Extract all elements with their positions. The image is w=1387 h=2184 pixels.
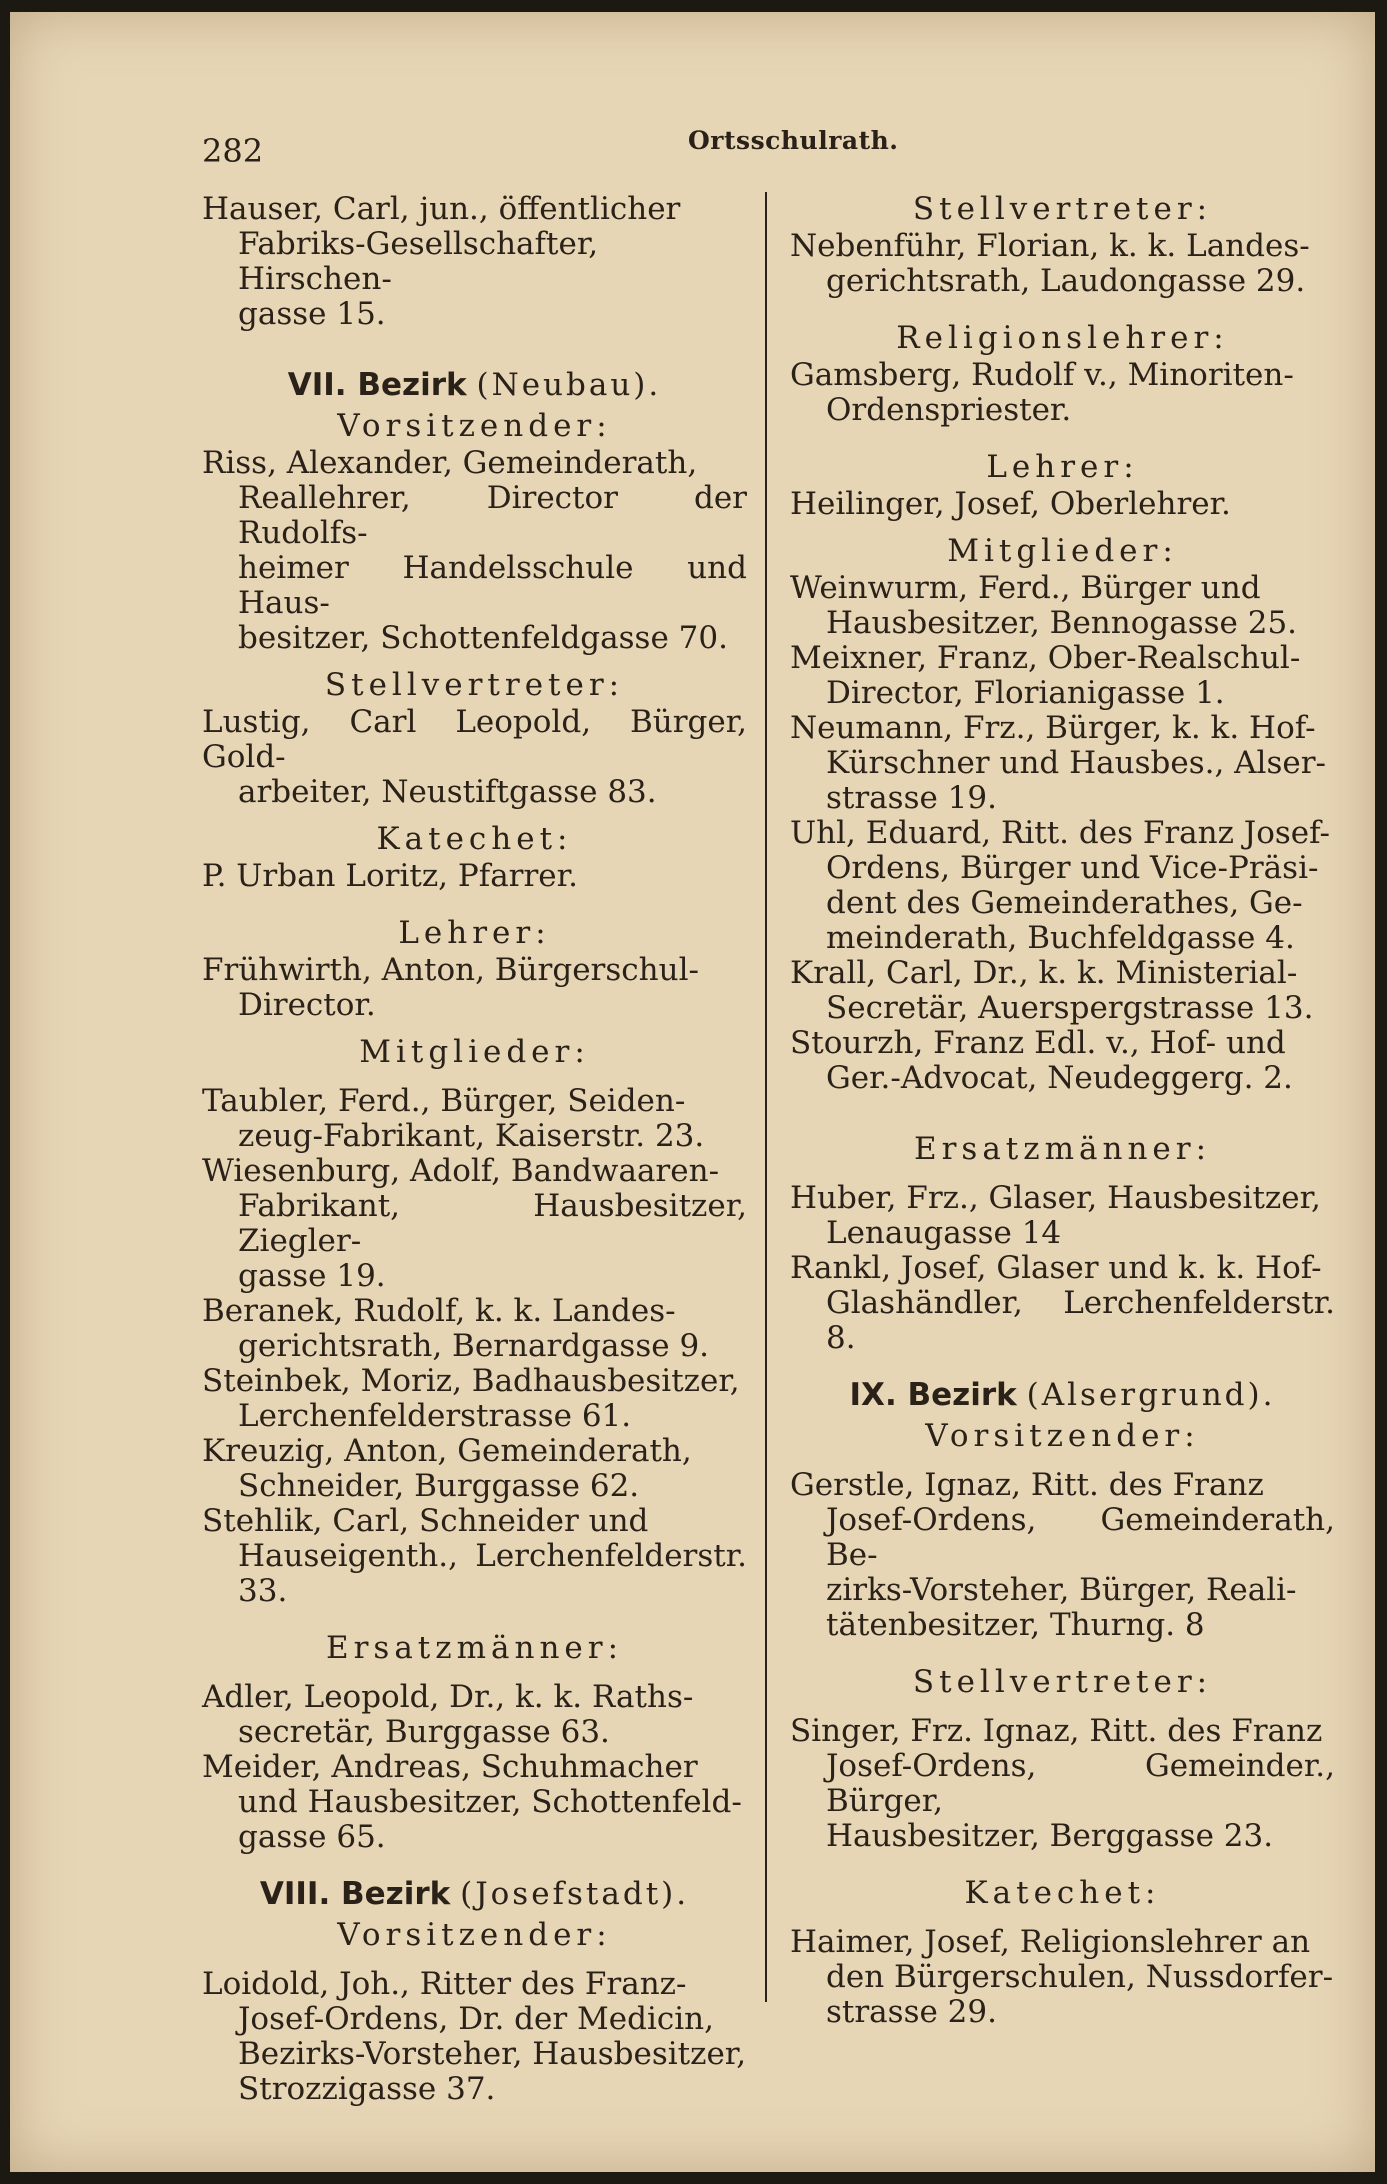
entry-line-continued: gerichtsrath, Bernardgasse 9.	[238, 1328, 710, 1364]
entry-adler	[202, 1680, 747, 1750]
right-column	[790, 192, 1335, 2030]
entry-lustig	[202, 705, 747, 810]
entry-gerstle	[790, 1468, 1335, 1643]
entry-heilinger	[790, 487, 1335, 522]
entry-line-continued: Glashändler, Lerchenfelderstr. 8.	[826, 1285, 1335, 1356]
role-heading-katechet: Katechet:	[376, 821, 573, 857]
district-number: VIII. Bezirk	[259, 1876, 451, 1912]
role-heading-religionslehrer: Religionslehrer:	[896, 320, 1229, 356]
entry-line-continued: gerichtsrath, Laudongasse 29.	[826, 263, 1306, 299]
entry-stourzh	[790, 1026, 1335, 1096]
entry-krall	[790, 956, 1335, 1026]
entry-line-continued: Kürschner und Hausbes., Alser-	[826, 745, 1327, 781]
entry-line-continued: heimer Handelsschule und Haus-	[238, 550, 747, 621]
entry-line-continued: Hauseigenth., Lerchenfelderstr. 33.	[238, 1538, 747, 1609]
entry-line-continued: Lenaugasse 14	[826, 1215, 1062, 1251]
entry-line-first: Neumann, Frz., Bürger, k. k. Hof-	[790, 710, 1316, 746]
entry-line-first: Weinwurm, Ferd., Bürger und	[790, 570, 1261, 606]
role-heading-vorsitzender: Vorsitzender:	[337, 408, 612, 444]
district-number: VII. Bezirk	[287, 367, 467, 403]
entry-line-continued: Lerchenfelderstrasse 61.	[238, 1398, 632, 1434]
entry-line-continued: secretär, Burggasse 63.	[238, 1714, 610, 1750]
page-number: 282	[202, 132, 264, 170]
entry-neumann	[790, 711, 1335, 816]
entry-kreuzig	[202, 1434, 747, 1504]
entry-taubler	[202, 1084, 747, 1154]
entry-line-first: Riss, Alexander, Gemeinderath,	[202, 445, 698, 481]
role-heading-ersatzmanner: Ersatzmänner:	[325, 1630, 624, 1666]
entry-line-continued: gasse 65.	[238, 1819, 386, 1855]
entry-line-first: Adler, Leopold, Dr., k. k. Raths-	[202, 1679, 694, 1715]
entry-uhl	[790, 816, 1335, 956]
entry-line-first: Stehlik, Carl, Schneider und	[202, 1503, 649, 1539]
district-name: (Alsergrund).	[1026, 1377, 1276, 1413]
entry-loidold	[202, 1967, 747, 2107]
role-heading-stellvertreter: Stellvertreter:	[912, 1664, 1213, 1700]
entry-rankl	[790, 1251, 1335, 1356]
entry-line-continued: besitzer, Schottenfeldgasse 70.	[238, 620, 728, 656]
entry-line-first: Frühwirth, Anton, Bürgerschul-	[202, 952, 699, 988]
entry-wiesenburg	[202, 1154, 747, 1294]
entry-beranek	[202, 1294, 747, 1364]
entry-line-first: Taubler, Ferd., Bürger, Seiden-	[202, 1083, 686, 1119]
column-divider	[765, 192, 767, 2002]
entry-steinbek	[202, 1364, 747, 1434]
entry-line-continued: Fabriks-Gesellschafter, Hirschen-	[238, 226, 599, 297]
role-heading-lehrer: Lehrer:	[398, 915, 551, 951]
entry-line-first: Nebenführ, Florian, k. k. Landes-	[790, 228, 1310, 264]
entry-line-first: Loidold, Joh., Ritter des Franz-	[202, 1966, 687, 2002]
entry-line-continued: und Hausbesitzer, Schottenfeld-	[238, 1784, 742, 1820]
entry-haimer	[790, 1925, 1335, 2030]
entry-line-first: Gamsberg, Rudolf v., Minoriten-	[790, 357, 1294, 393]
entry-line-continued: Director, Florianigasse 1.	[826, 675, 1225, 711]
entry-meixner	[790, 641, 1335, 711]
role-heading-ersatzmanner: Ersatzmänner:	[913, 1131, 1212, 1167]
district-heading-viii	[202, 1877, 747, 1912]
entry-line-continued: tätenbesitzer, Thurng. 8	[826, 1607, 1205, 1643]
page-header	[10, 120, 1375, 170]
entry-line-first: Stourzh, Franz Edl. v., Hof- und	[790, 1025, 1286, 1061]
role-heading-stellvertreter: Stellvertreter:	[324, 667, 625, 703]
entry-line-first: Singer, Frz. Ignaz, Ritt. des Franz	[790, 1713, 1323, 1749]
entry-line-first: Hauser, Carl, jun., öffentlicher	[202, 191, 681, 227]
entry-line-continued: Josef-Ordens, Gemeinderath, Be-	[826, 1502, 1335, 1573]
entry-line-continued: strasse 29.	[826, 1994, 997, 2030]
entry-line-continued: dent des Gemeinderathes, Ge-	[826, 885, 1303, 921]
entry-line-continued: Bezirks-Vorsteher, Hausbesitzer,	[238, 2036, 747, 2072]
entry-line-continued: Director.	[238, 987, 376, 1023]
entry-line-first: Beranek, Rudolf, k. k. Landes-	[202, 1293, 676, 1329]
entry-line-continued: Ger.-Advocat, Neudeggerg. 2.	[826, 1060, 1293, 1096]
role-heading-mitglieder: Mitglieder:	[947, 533, 1178, 569]
role-heading-katechet: Katechet:	[964, 1875, 1161, 1911]
entry-line-continued: Josef-Ordens, Dr. der Medicin,	[238, 2001, 714, 2037]
running-head: Ortsschulrath.	[688, 126, 899, 155]
entry-meider	[202, 1750, 747, 1855]
entry-hauser	[202, 192, 747, 332]
entry-line-first: Kreuzig, Anton, Gemeinderath,	[202, 1433, 692, 1469]
entry-gamsberg	[790, 358, 1335, 428]
entry-line-continued: arbeiter, Neustiftgasse 83.	[238, 774, 657, 810]
entry-huber	[790, 1181, 1335, 1251]
entry-nebenfuhr	[790, 229, 1335, 299]
role-heading-stellvertreter: Stellvertreter:	[912, 191, 1213, 227]
entry-line-first: Lustig, Carl Leopold, Bürger, Gold-	[202, 704, 747, 775]
entry-line-continued: den Bürgerschulen, Nussdorfer-	[826, 1959, 1334, 1995]
entry-singer	[790, 1714, 1335, 1854]
entry-riss	[202, 446, 747, 656]
district-heading-ix	[790, 1378, 1335, 1413]
entry-line-first: Meider, Andreas, Schuhmacher	[202, 1749, 698, 1785]
entry-line-continued: Ordens, Bürger und Vice-Präsi-	[826, 850, 1319, 886]
entry-line-first: P. Urban Loritz, Pfarrer.	[202, 858, 578, 894]
entry-line-continued: strasse 19.	[826, 780, 997, 816]
entry-urban-loritz	[202, 859, 747, 894]
entry-line-continued: gasse 19.	[238, 1258, 386, 1294]
entry-weinwurm	[790, 571, 1335, 641]
entry-line-first: Haimer, Josef, Religionslehrer an	[790, 1924, 1311, 1960]
entry-line-first: Krall, Carl, Dr., k. k. Ministerial-	[790, 955, 1298, 991]
entry-line-first: Meixner, Franz, Ober-Realschul-	[790, 640, 1301, 676]
district-heading-vii	[202, 368, 747, 403]
entry-line-first: Huber, Frz., Glaser, Hausbesitzer,	[790, 1180, 1321, 1216]
entry-stehlik	[202, 1504, 747, 1609]
entry-line-continued: gasse 15.	[238, 296, 386, 332]
district-number: IX. Bezirk	[849, 1377, 1017, 1413]
entry-line-continued: Reallehrer, Director der Rudolfs-	[238, 480, 747, 551]
entry-line-continued: Fabrikant, Hausbesitzer, Ziegler-	[238, 1188, 747, 1259]
role-heading-vorsitzender: Vorsitzender:	[925, 1418, 1200, 1454]
entry-line-continued: Secretär, Auerspergstrasse 13.	[826, 990, 1314, 1026]
role-heading-mitglieder: Mitglieder:	[359, 1034, 590, 1070]
entry-line-first: Wiesenburg, Adolf, Bandwaaren-	[202, 1153, 720, 1189]
entry-line-continued: Hausbesitzer, Bennogasse 25.	[826, 605, 1298, 641]
entry-line-continued: Ordenspriester.	[826, 392, 1072, 428]
entry-line-first: Rankl, Josef, Glaser und k. k. Hof-	[790, 1250, 1322, 1286]
entry-line-first: Steinbek, Moriz, Badhausbesitzer,	[202, 1363, 740, 1399]
left-column	[202, 192, 747, 2107]
entry-line-continued: Hausbesitzer, Berggasse 23.	[826, 1818, 1274, 1854]
entry-line-continued: zirks-Vorsteher, Bürger, Reali-	[826, 1572, 1297, 1608]
entry-line-first: Gerstle, Ignaz, Ritt. des Franz	[790, 1467, 1264, 1503]
entry-line-first: Heilinger, Josef, Oberlehrer.	[790, 486, 1231, 522]
district-name: (Josefstadt).	[460, 1876, 690, 1912]
entry-line-continued: Strozzigasse 37.	[238, 2071, 496, 2107]
entry-line-continued: Josef-Ordens, Gemeinder., Bürger,	[826, 1748, 1335, 1819]
entry-line-continued: Schneider, Burggasse 62.	[238, 1468, 640, 1504]
role-heading-lehrer: Lehrer:	[986, 449, 1139, 485]
entry-line-continued: meinderath, Buchfeldgasse 4.	[826, 920, 1295, 956]
role-heading-vorsitzender: Vorsitzender:	[337, 1917, 612, 1953]
entry-line-continued: zeug-Fabrikant, Kaiserstr. 23.	[238, 1118, 705, 1154]
book-page	[10, 12, 1375, 2172]
district-name: (Neubau).	[476, 367, 662, 403]
entry-line-first: Uhl, Eduard, Ritt. des Franz Josef-	[790, 815, 1330, 851]
entry-fruhwirth	[202, 953, 747, 1023]
